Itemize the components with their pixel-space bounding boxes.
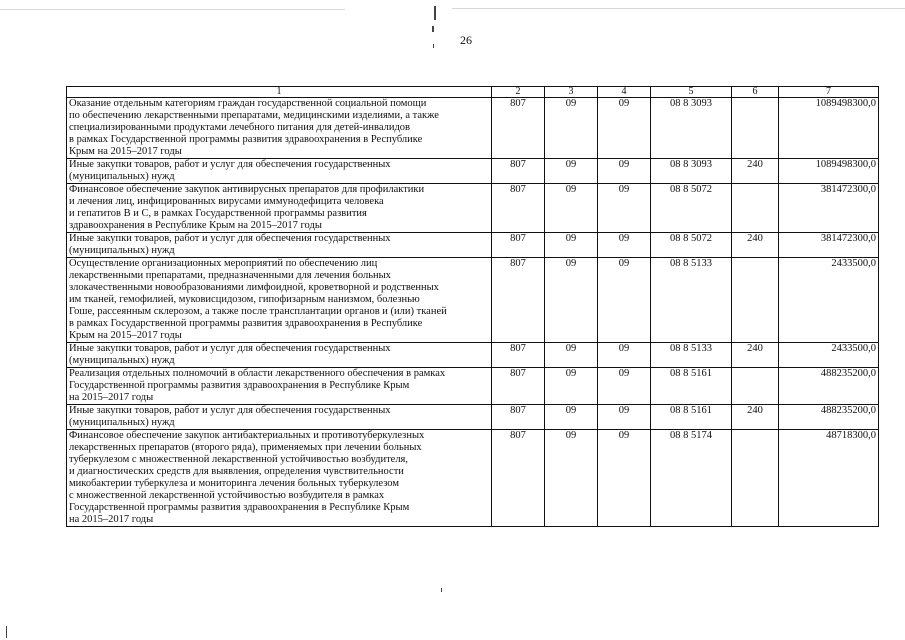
header-row <box>67 87 879 98</box>
ministry-code-cell: 807 <box>492 343 545 368</box>
expense-type-code-cell <box>732 430 779 527</box>
target-article-code-cell: 08 8 5161 <box>651 405 732 430</box>
ministry-code-cell: 807 <box>492 98 545 159</box>
subsection-code-cell: 09 <box>598 159 651 184</box>
target-article-code-cell: 08 8 5174 <box>651 430 732 527</box>
amount-cell: 2433500,0 <box>779 343 879 368</box>
item-name-cell: Финансовое обеспечение закупок антивирусных препаратов для профилактики и лечения лиц, инфицированных вирусами иммунодефицита человека и гепатитов В и С, в рамках Государственной программы развития здравоохранения в Республике Крым на 2015–2017 годы <box>67 184 492 233</box>
amount-cell: 1089498300,0 <box>779 98 879 159</box>
expense-type-code-cell <box>732 368 779 405</box>
table-row <box>67 368 879 405</box>
item-name-cell: Иные закупки товаров, работ и услуг для обеспечения государственных (муниципальных) нужд <box>67 159 492 184</box>
subsection-code-cell: 09 <box>598 233 651 258</box>
amount-cell: 381472300,0 <box>779 233 879 258</box>
section-code-cell: 09 <box>545 159 598 184</box>
target-article-code-cell: 08 8 5072 <box>651 184 732 233</box>
section-code-cell: 09 <box>545 258 598 343</box>
amount-cell: 48718300,0 <box>779 430 879 527</box>
table-row <box>67 405 879 430</box>
item-name-cell: Оказание отдельным категориям граждан государственной социальной помощи по обеспечению лекарственными препаратами, медицинскими изделиями, а также специализированными продуктами лечебного питания для детей-инвалидов в рамках Государственной программы развития здравоохранения в Республике Крым на 2015–2017 годы <box>67 98 492 159</box>
table-row <box>67 184 879 233</box>
section-code-cell: 09 <box>545 368 598 405</box>
section-code-cell: 09 <box>545 343 598 368</box>
target-article-code-cell: 08 8 3093 <box>651 98 732 159</box>
expense-type-code-cell: 240 <box>732 343 779 368</box>
table-row <box>67 343 879 368</box>
amount-cell: 1089498300,0 <box>779 159 879 184</box>
ministry-code-cell: 807 <box>492 258 545 343</box>
header-cell: 7 <box>779 87 879 98</box>
header-cell: 6 <box>732 87 779 98</box>
expense-type-code-cell: 240 <box>732 159 779 184</box>
section-code-cell: 09 <box>545 233 598 258</box>
subsection-code-cell: 09 <box>598 258 651 343</box>
top-edge-line-right <box>452 8 905 9</box>
subsection-code-cell: 09 <box>598 405 651 430</box>
header-cell: 5 <box>651 87 732 98</box>
expense-type-code-cell <box>732 184 779 233</box>
item-name-cell: Иные закупки товаров, работ и услуг для обеспечения государственных (муниципальных) нужд <box>67 405 492 430</box>
amount-cell: 488235200,0 <box>779 368 879 405</box>
header-cell: 1 <box>67 87 492 98</box>
item-name-cell: Реализация отдельных полномочий в области лекарственного обеспечения в рамках Государственной программы развития здравоохранения в Республике Крым на 2015–2017 годы <box>67 368 492 405</box>
budget-table <box>66 86 879 527</box>
table-row <box>67 98 879 159</box>
subsection-code-cell: 09 <box>598 184 651 233</box>
ministry-code-cell: 807 <box>492 430 545 527</box>
table-row <box>67 258 879 343</box>
subsection-code-cell: 09 <box>598 343 651 368</box>
ministry-code-cell: 807 <box>492 368 545 405</box>
scan-mark <box>6 626 7 638</box>
target-article-code-cell: 08 8 5133 <box>651 343 732 368</box>
section-code-cell: 09 <box>545 98 598 159</box>
ministry-code-cell: 807 <box>492 159 545 184</box>
amount-cell: 488235200,0 <box>779 405 879 430</box>
ministry-code-cell: 807 <box>492 233 545 258</box>
target-article-code-cell: 08 8 5133 <box>651 258 732 343</box>
scan-mark <box>432 26 434 32</box>
scan-mark <box>434 6 436 20</box>
target-article-code-cell: 08 8 3093 <box>651 159 732 184</box>
expense-type-code-cell <box>732 98 779 159</box>
section-code-cell: 09 <box>545 430 598 527</box>
table-row <box>67 159 879 184</box>
section-code-cell: 09 <box>545 405 598 430</box>
table-row <box>67 233 879 258</box>
section-code-cell: 09 <box>545 184 598 233</box>
expense-type-code-cell: 240 <box>732 405 779 430</box>
scan-mark <box>441 588 442 592</box>
subsection-code-cell: 09 <box>598 98 651 159</box>
item-name-cell: Осуществление организационных мероприятий по обеспечению лиц лекарственными препаратами, предназначенными для лечения больных злокачественными новообразованиями лимфоидной, кроветворной и родственных им тканей, гемофилией, муковисцидозом, гипофизарным нанизмом, болезнью Гоше, рассеянным склерозом, а также после трансплантации органов и (или) тканей в рамках Государственной программы развития здравоохранения в Республике Крым на 2015–2017 годы <box>67 258 492 343</box>
expense-type-code-cell: 240 <box>732 233 779 258</box>
page-number: 26 <box>460 33 472 47</box>
header-cell: 2 <box>492 87 545 98</box>
subsection-code-cell: 09 <box>598 368 651 405</box>
top-edge-line-left <box>0 9 345 10</box>
ministry-code-cell: 807 <box>492 184 545 233</box>
header-cell: 3 <box>545 87 598 98</box>
item-name-cell: Иные закупки товаров, работ и услуг для обеспечения государственных (муниципальных) нужд <box>67 233 492 258</box>
scan-mark <box>433 44 434 48</box>
item-name-cell: Финансовое обеспечение закупок антибактериальных и противотуберкулезных лекарственных препаратов (второго ряда), применяемых при лечении больных туберкулезом с множественной лекарственной устойчивостью возбудителя, и диагностических средств для выявления, определения чувствительности микобактерии туберкулеза и мониторинга лечения больных туберкулезом с множественной лекарственной устойчивостью возбудителя в рамках Государственной программы развития здравоохранения в Республике Крым на 2015–2017 годы <box>67 430 492 527</box>
expense-type-code-cell <box>732 258 779 343</box>
subsection-code-cell: 09 <box>598 430 651 527</box>
target-article-code-cell: 08 8 5072 <box>651 233 732 258</box>
item-name-cell: Иные закупки товаров, работ и услуг для обеспечения государственных (муниципальных) нужд <box>67 343 492 368</box>
amount-cell: 2433500,0 <box>779 258 879 343</box>
target-article-code-cell: 08 8 5161 <box>651 368 732 405</box>
ministry-code-cell: 807 <box>492 405 545 430</box>
header-cell: 4 <box>598 87 651 98</box>
amount-cell: 381472300,0 <box>779 184 879 233</box>
table-row <box>67 430 879 527</box>
